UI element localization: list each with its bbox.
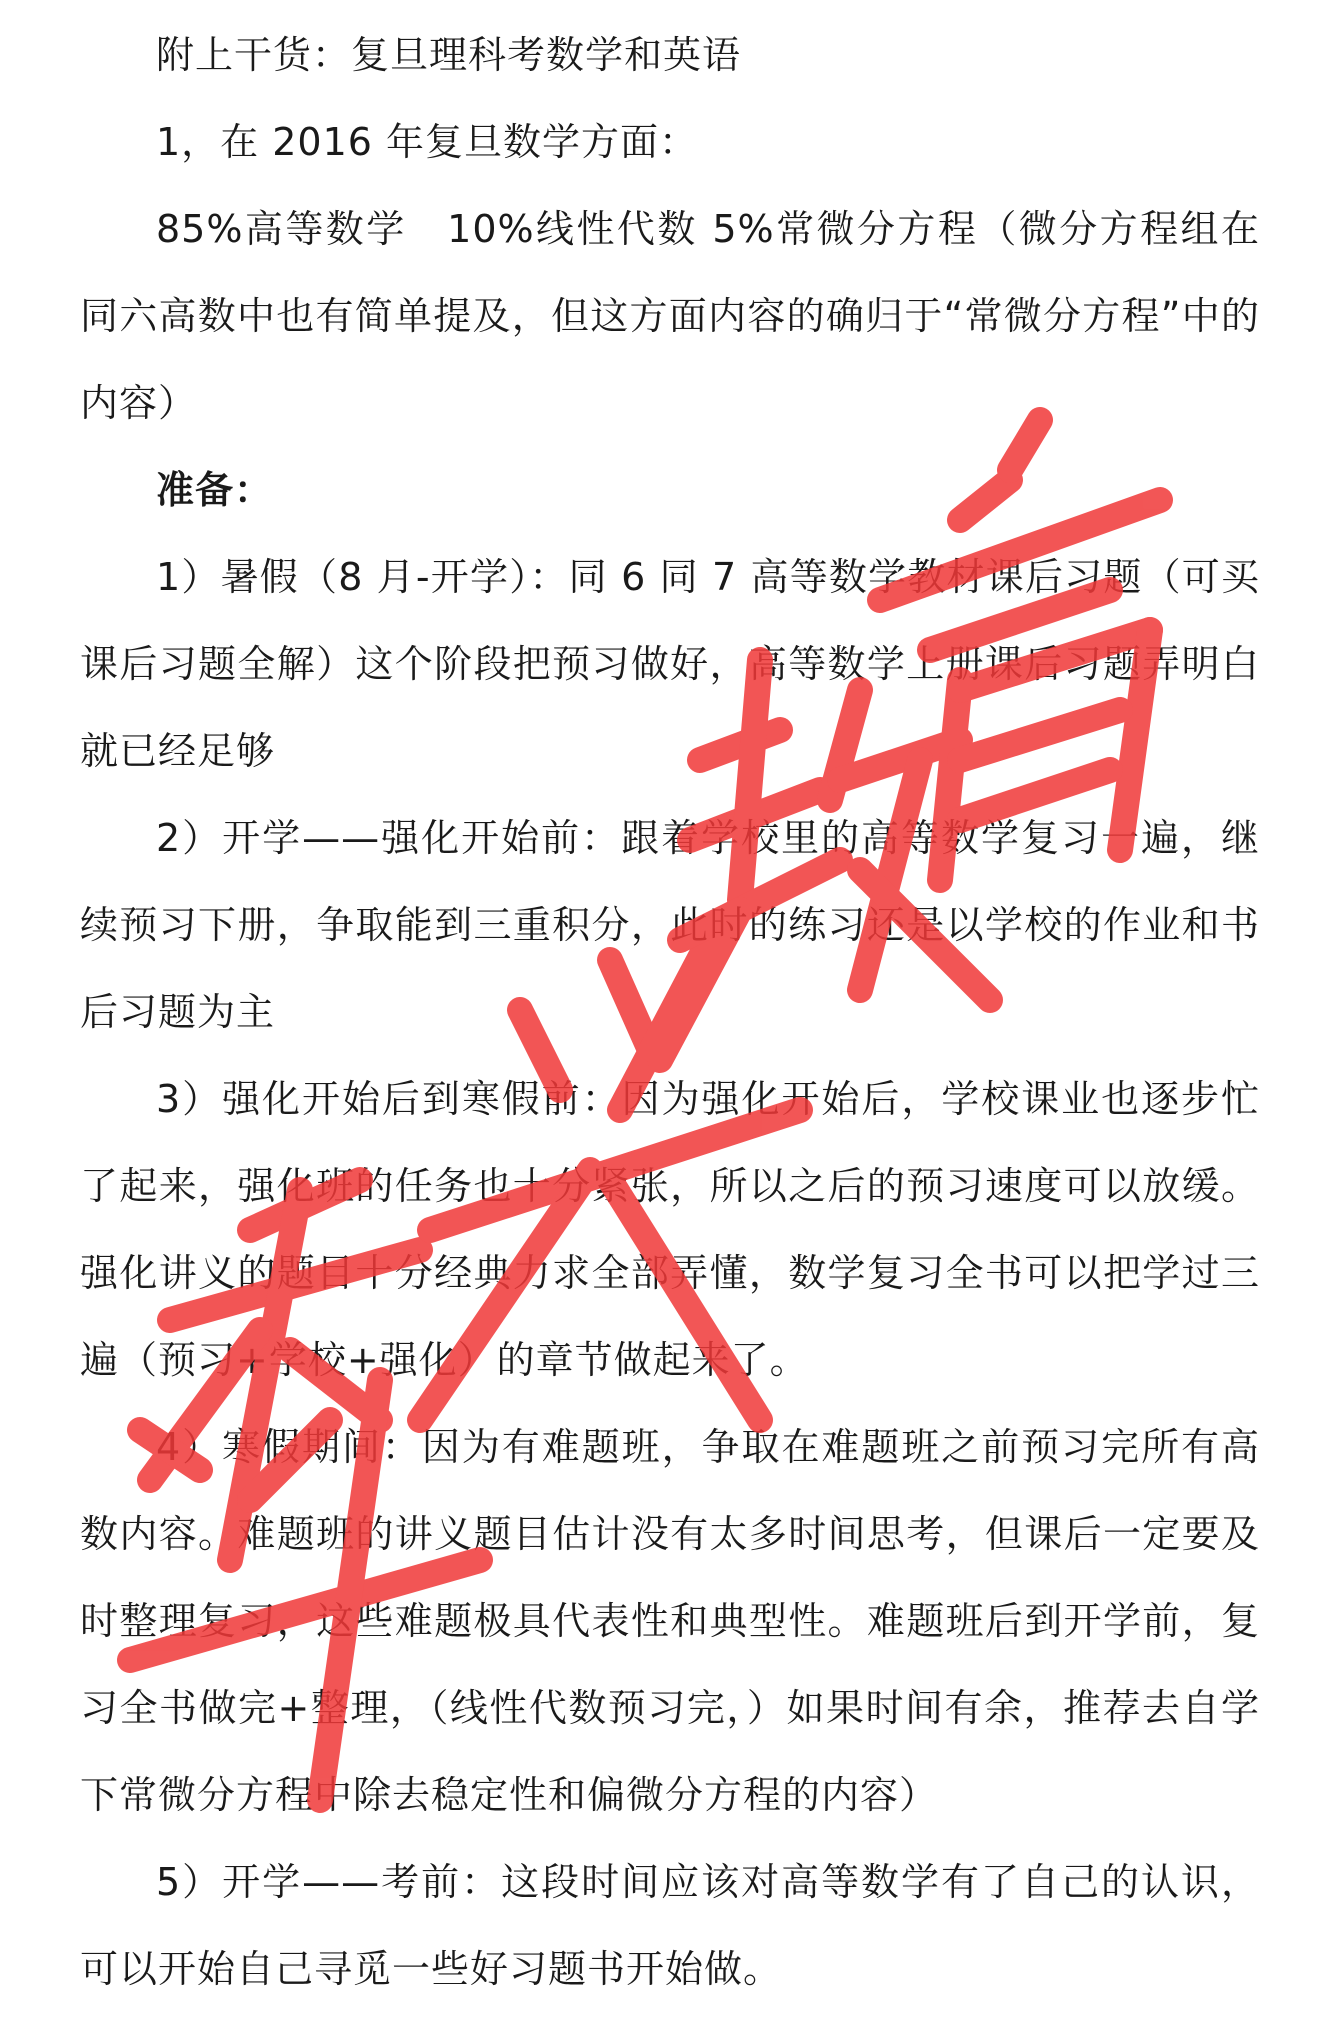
paragraph-step-4: 4）寒假期间：因为有难题班，争取在难题班之前预习完所有高数内容。难题班的讲义题目估计没有太多时间思考，但课后一定要及时整理复习，这些难题极具代表性和典型性。难题班后到开学前，复习全书做完+整理，（线性代数预习完，）如果时间有余，推荐去自学下常微分方程中除去稳定性和偏微分方程的内容）: [80, 1425, 1260, 1817]
paragraph-math-breakdown: 85%高等数学 10%线性代数 5%常微分方程（微分方程组在同六高数中也有简单提及，但这方面内容的确归于“常微分方程”中的内容）: [80, 207, 1260, 425]
paragraph-step-5: 5）开学——考前：这段时间应该对高等数学有了自己的认识，可以开始自己寻觅一些好习题书开始做。: [80, 1860, 1260, 1991]
paragraph-step-3: 3）强化开始后到寒假前：因为强化开始后，学校课业也逐步忙了起来，强化班的任务也十分紧张，所以之后的预习速度可以放缓。强化讲义的题目十分经典力求全部弄懂，数学复习全书可以把学过三遍（预习+学校+强化）的章节做起来了。: [80, 1077, 1260, 1382]
paragraph-math-2016: 1，在 2016 年复旦数学方面：: [156, 120, 699, 164]
document-body: [80, 12, 1260, 2013]
paragraph-step-1: 1）暑假（8 月-开学）：同 6 同 7 高等数学教材课后习题（可买课后习题全解）这个阶段把预习做好，高等数学上册课后习题弄明白就已经足够: [80, 555, 1260, 773]
paragraph-intro: 附上干货：复旦理科考数学和英语: [156, 33, 742, 77]
paragraph-step-2: 2）开学——强化开始前：跟着学校里的高等数学复习一遍，继续预习下册，争取能到三重积分，此时的练习还是以学校的作业和书后习题为主: [80, 816, 1260, 1034]
paragraph-preparation-heading: 准备：: [156, 468, 274, 512]
